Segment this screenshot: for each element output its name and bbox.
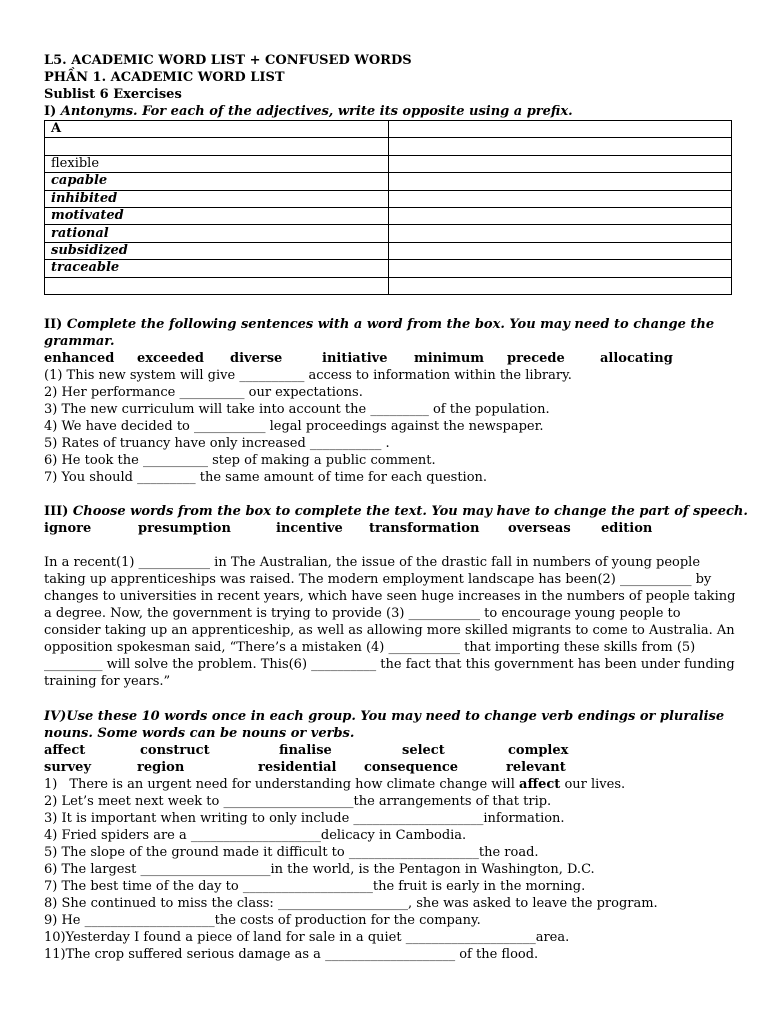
section2-instruction-cont: grammar. (44, 334, 115, 349)
passage-line: changes to universities in recent years, which have seen huge increases in the numbers of people taking (44, 589, 736, 604)
table-row (45, 173, 732, 190)
answer-cell[interactable] (389, 121, 732, 138)
word-box-item: relevant (506, 760, 566, 775)
sublist-heading: Sublist 6 Exercises (44, 87, 182, 102)
table-row (45, 277, 732, 294)
sentence-item: 3) It is important when writing to only include ____________________information. (44, 811, 565, 826)
word-box-item: construct (140, 743, 210, 758)
word-box-section4-row1 (44, 742, 734, 759)
adjective-cell: flexible (45, 155, 389, 172)
section3-instruction: Choose words from the box to complete the text. You may have to change the part of speech. (72, 504, 748, 519)
sentence-item: 2) Her performance __________ our expectations. (44, 385, 363, 400)
example-text: There is an urgent need for understanding how climate change will (69, 777, 520, 792)
table-row (45, 242, 732, 259)
sentence-item: 4) Fried spiders are a ____________________delicacy in Cambodia. (44, 828, 467, 843)
table-row (45, 207, 732, 224)
table-row (45, 190, 732, 207)
word-box-item: precede (507, 351, 565, 366)
example-sentence (44, 776, 625, 793)
answer-cell[interactable] (389, 207, 732, 224)
answer-cell[interactable] (389, 260, 732, 277)
adjective-cell: motivated (45, 207, 389, 224)
word-box-item: initiative (322, 351, 388, 366)
sentence-item: 6) The largest ____________________in the world, is the Pentagon in Washington, D.C. (44, 862, 595, 877)
example-number: 1) (44, 777, 58, 792)
word-box-item: incentive (276, 521, 343, 536)
answer-cell[interactable] (389, 225, 732, 242)
sentence-item: 6) He took the __________ step of making a public comment. (44, 453, 436, 468)
section1-heading (44, 103, 573, 120)
word-box-item: transformation (369, 521, 480, 536)
section3-number: III) (44, 504, 73, 519)
passage-line: _________ will solve the problem. This(6) __________ the fact that this government has been under funding (44, 657, 735, 672)
adjective-cell: inhibited (45, 190, 389, 207)
adjective-cell (45, 138, 389, 155)
section4-instruction-cont: nouns. Some words can be nouns or verbs. (44, 726, 355, 741)
word-box-item: exceeded (137, 351, 204, 366)
passage-line: a degree. Now, the government is trying to provide (3) ___________ to encourage young people to (44, 606, 681, 621)
sentence-item: 8) She continued to miss the class: ____________________, she was asked to leave the program. (44, 896, 658, 911)
passage-line: training for years.” (44, 674, 171, 689)
section1-number: I) (44, 104, 61, 119)
section4-instruction: IV)Use these 10 words once in each group. You may need to change verb endings or pluralise (44, 709, 725, 724)
word-box-item: affect (44, 743, 86, 758)
table-row (45, 138, 732, 155)
section3-heading (44, 503, 748, 520)
word-box-item: edition (601, 521, 653, 536)
answer-cell[interactable] (389, 242, 732, 259)
passage-line: consider taking up an apprenticeship, as well as allowing more skilled migrants to come to Australia. An (44, 623, 735, 638)
section2-number: II) (44, 317, 67, 332)
section1-instruction: Antonyms. For each of the adjectives, write its opposite using a prefix. (60, 104, 573, 119)
sentence-item: 5) Rates of truancy have only increased ___________ . (44, 436, 390, 451)
word-box-item: region (137, 760, 185, 775)
sentence-item: 2) Let’s meet next week to ____________________the arrangements of that trip. (44, 794, 552, 809)
word-box-item: complex (508, 743, 569, 758)
antonyms-table (44, 120, 732, 295)
word-box-item: minimum (414, 351, 485, 366)
sentence-item: 7) The best time of the day to ____________________the fruit is early in the morning. (44, 879, 586, 894)
word-box-item: finalise (279, 743, 332, 758)
adjective-cell: rational (45, 225, 389, 242)
worksheet-title: L5. ACADEMIC WORD LIST + CONFUSED WORDS (44, 53, 412, 68)
adjective-cell: subsidized (45, 242, 389, 259)
sentence-item: 10)Yesterday I found a piece of land for sale in a quiet ____________________area. (44, 930, 570, 945)
table-row (45, 155, 732, 172)
word-box-item: ignore (44, 521, 92, 536)
table-row (45, 225, 732, 242)
column-header-a: A (45, 121, 389, 138)
table-row (45, 260, 732, 277)
word-box-item: presumption (138, 521, 231, 536)
passage-line: opposition spokesman said, “There’s a mistaken (4) ___________ that importing these skills from (5) (44, 640, 696, 655)
answer-cell[interactable] (389, 138, 732, 155)
part-heading: PHẦN 1. ACADEMIC WORD LIST (44, 70, 285, 85)
sentence-item: 7) You should _________ the same amount of time for each question. (44, 470, 488, 485)
adjective-cell: traceable (45, 260, 389, 277)
answer-cell[interactable] (389, 155, 732, 172)
sentence-item: 4) We have decided to ___________ legal proceedings against the newspaper. (44, 419, 544, 434)
word-box-section3 (44, 520, 734, 537)
answer-cell[interactable] (389, 173, 732, 190)
passage-line: In a recent(1) ___________ in The Australian, the issue of the drastic fall in numbers of young people (44, 555, 701, 570)
word-box-item: diverse (230, 351, 283, 366)
reading-passage (44, 554, 734, 690)
section2-heading (44, 316, 714, 333)
word-box-item: overseas (508, 521, 571, 536)
sentence-item: 11)The crop suffered serious damage as a ____________________ of the flood. (44, 947, 539, 962)
sentence-item: (1) This new system will give __________ access to information within the library. (44, 368, 572, 383)
word-box-item: select (402, 743, 445, 758)
sentence-item: 5) The slope of the ground made it difficult to ____________________the road. (44, 845, 539, 860)
word-box-item: consequence (364, 760, 459, 775)
section2-instruction: Complete the following sentences with a word from the box. You may need to change the (66, 317, 715, 332)
example-answer: affect (519, 777, 561, 792)
answer-cell[interactable] (389, 190, 732, 207)
word-box-item: residential (258, 760, 337, 775)
adjective-cell: capable (45, 173, 389, 190)
adjective-cell (45, 277, 389, 294)
word-box-section4-row2 (44, 759, 734, 776)
word-box-item: survey (44, 760, 91, 775)
word-box-section2 (44, 350, 734, 367)
passage-line: taking up apprenticeships was raised. The modern employment landscape has been(2) ___________ by (44, 572, 712, 587)
sentence-item: 9) He ____________________the costs of production for the company. (44, 913, 481, 928)
table-header-row (45, 121, 732, 138)
example-text-end: our lives. (560, 777, 626, 792)
word-box-item: enhanced (44, 351, 115, 366)
answer-cell[interactable] (389, 277, 732, 294)
word-box-item: allocating (600, 351, 673, 366)
sentence-item: 3) The new curriculum will take into account the _________ of the population. (44, 402, 550, 417)
